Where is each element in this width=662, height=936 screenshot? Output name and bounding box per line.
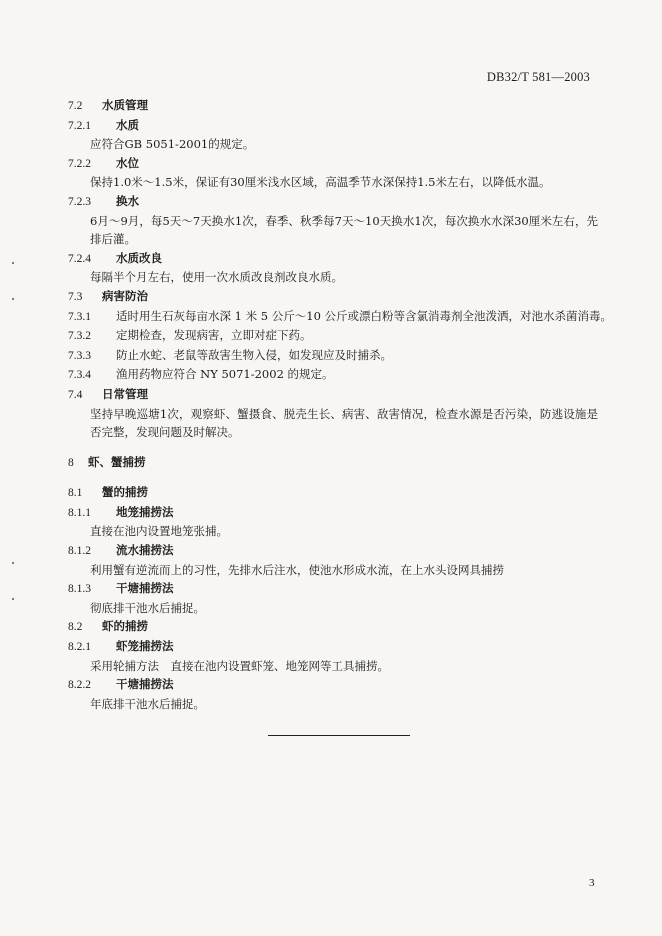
heading-7-2-2: 7.2.2 水位 [68,155,139,170]
heading-7-2-1: 7.2.1 水质 [68,117,139,132]
heading-8-1-1: 8.1.1 地笼捕捞法 [68,504,174,519]
document-body [68,96,613,713]
heading-8-1-3: 8.1.3 干塘捕捞法 [68,581,174,596]
heading-7-4: 7.4 日常管理 [68,386,148,401]
scan-speck [12,262,14,264]
heading-8-1: 8.1 蟹的捕捞 [68,485,148,500]
para-8-1-3: 彻底排干池水后捕捉。 [90,600,205,615]
scan-speck [12,598,14,600]
para-7-4: 坚持早晚巡塘1次，观察虾、蟹摄食、脱壳生长、病害、敌害情况，检查水源是否污染，防逃设施是否完整，发现问题及时解决。 [90,406,598,440]
item-7-3-3: 7.3.3 防止水蛇、老鼠等敌害生物入侵，如发现应及时捕杀。 [68,347,392,362]
para-7-2-1: 应符合GB 5051-2001的规定。 [90,137,255,152]
scan-speck [12,562,14,564]
heading-7-2-4: 7.2.4 水质改良 [68,250,162,265]
item-7-3-4: 7.3.4 渔用药物应符合 NY 5071-2002 的规定。 [68,367,334,382]
heading-7-3: 7.3 病害防治 [68,288,148,303]
heading-8-2-2: 8.2.2 干塘捕捞法 [68,677,174,692]
para-7-2-2: 保持1.0米～1.5米，保证有30厘米浅水区域，高温季节水深保持1.5米左右，以降低水温。 [90,175,551,190]
page-number: 3 [589,877,595,889]
para-8-1-1: 直接在池内设置地笼张捕。 [90,524,228,539]
heading-8-1-2: 8.1.2 流水捕捞法 [68,543,174,558]
item-7-3-1: 7.3.1 适时用生石灰每亩水深 1 米 5 公斤～10 公斤或漂白粉等含氯消毒剂全池泼洒，对池水杀菌消毒。 [68,308,613,323]
heading-7-2-3: 7.2.3 换水 [68,193,139,208]
para-8-2-1: 采用轮捕方法 直接在池内设置虾笼、地笼网等工具捕捞。 [90,658,389,673]
para-8-1-2: 利用蟹有逆流而上的习性，先排水后注水，使池水形成水流，在上水头设网具捕捞 [90,562,504,577]
heading-8-2-1: 8.2.1 虾笼捕捞法 [68,639,174,654]
para-8-2-2: 年底排干池水后捕捉。 [90,696,205,711]
heading-8-2: 8.2 虾的捕捞 [68,619,148,634]
item-7-3-2: 7.3.2 定期检查，发现病害，立即对症下药。 [68,328,312,343]
end-rule [268,735,410,736]
scan-speck [12,298,14,300]
heading-8: 8 虾、蟹捕捞 [68,454,146,469]
heading-7-2: 7.2 水质管理 [68,98,148,112]
para-7-2-3: 6月～9月，每5天～7天换水1次，春季、秋季每7天～10天换水1次，每次换水水深30厘米左右，先排后灌。 [90,213,598,247]
standard-code: DB32/T 581—2003 [486,70,590,84]
para-7-2-4: 每隔半个月左右，使用一次水质改良剂改良水质。 [90,270,343,285]
